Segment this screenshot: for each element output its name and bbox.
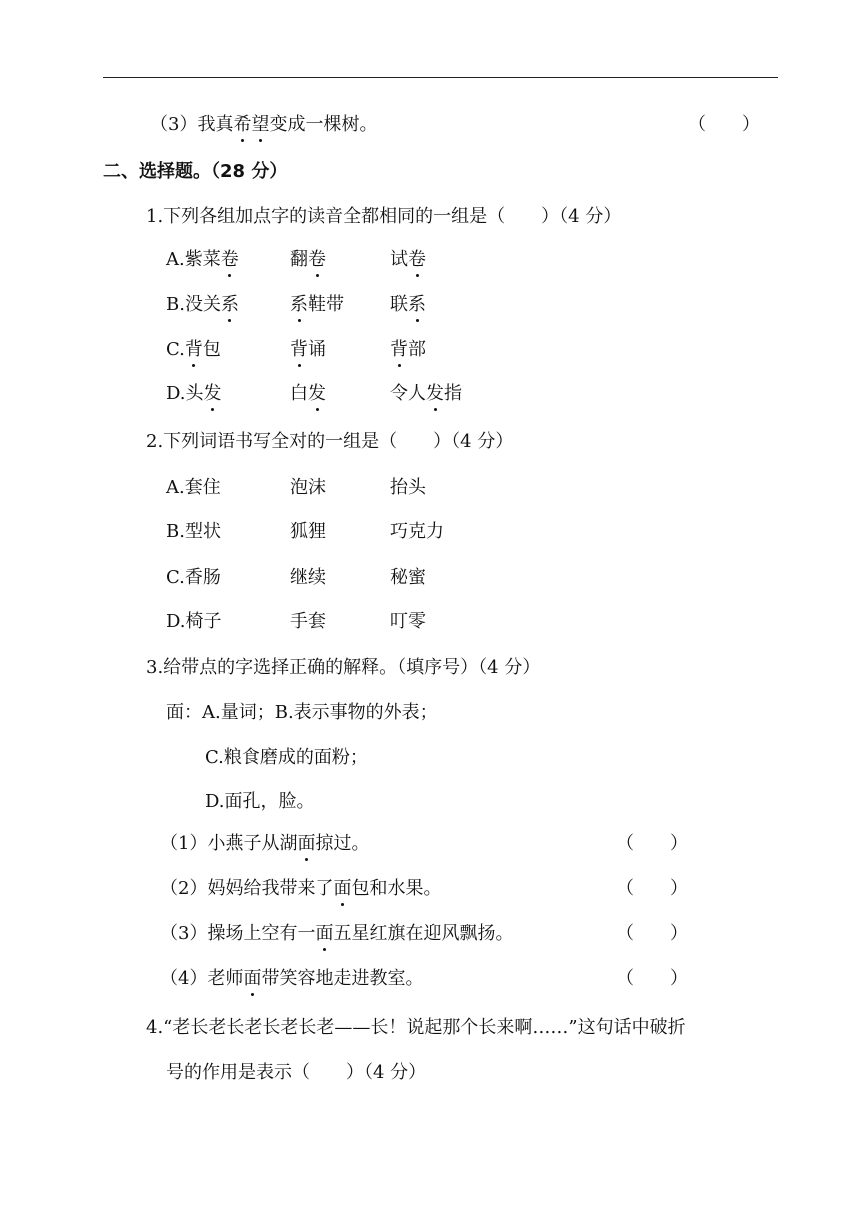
option-b-word2: 狐狸 xyxy=(290,521,326,542)
intro-item-text xyxy=(150,113,377,137)
option-c-word3: 秘蜜 xyxy=(390,567,426,588)
dotted-char: 卷 xyxy=(220,249,239,270)
option-d-word3: 令人发指 xyxy=(390,383,462,404)
option-b-word3: 巧克力 xyxy=(390,521,444,542)
option-c-word2: 继续 xyxy=(290,567,326,588)
dotted-char: 系 xyxy=(220,294,239,315)
option-b-word2: 系鞋带 xyxy=(290,294,344,315)
question-3-stem: 3.给带点的字选择正确的解释。（填序号）（4 分） xyxy=(146,657,541,678)
header-rule xyxy=(103,77,778,78)
option-c-word1: C.香肠 xyxy=(166,567,221,588)
question-4-line-1: 4.“老长老长老长老长老——长！说起那个长来啊……”这句话中破折 xyxy=(146,1017,686,1038)
definition-line-3: D.面孔，脸。 xyxy=(205,791,315,812)
answer-blank[interactable]: （ ） xyxy=(616,833,688,854)
dotted-char: 卷 xyxy=(308,249,326,270)
dotted-char: 希 xyxy=(233,114,252,135)
dotted-char: 面 xyxy=(333,878,352,899)
sub-item-2: （2）妈妈给我带来了面包和水果。 xyxy=(160,878,442,899)
section-title: 二、选择题。（28 分） xyxy=(103,161,288,182)
dotted-char: 背 xyxy=(390,339,408,360)
dotted-char: 发 xyxy=(203,383,222,404)
option-c-word2: 背诵 xyxy=(290,339,326,360)
answer-blank[interactable]: （ ） xyxy=(616,878,688,899)
intro-item-pre: （3）我真 xyxy=(150,114,234,135)
option-d-word2: 手套 xyxy=(290,611,326,632)
question-2-stem: 2.下列词语书写全对的一组是（ ）（4 分） xyxy=(146,431,514,452)
sub-item-3: （3）操场上空有一面五星红旗在迎风飘扬。 xyxy=(160,923,514,944)
question-1-stem: 1.下列各组加点字的读音全都相同的一组是（ ）（4 分） xyxy=(146,206,622,227)
option-d-word1: D.头发 xyxy=(166,383,222,404)
option-a-word2: 泡沫 xyxy=(290,477,326,498)
dotted-char: 发 xyxy=(426,383,444,404)
option-a-word2: 翻卷 xyxy=(290,249,326,270)
option-d-word1: D.椅子 xyxy=(166,611,222,632)
option-a-word1: A.紫菜卷 xyxy=(166,249,239,270)
option-d-word3: 叮零 xyxy=(390,611,426,632)
dotted-char: 背 xyxy=(184,339,203,360)
definition-line-1: 面：A.量词；B.表示事物的外表； xyxy=(166,702,438,723)
sub-item-4: （4）老师面带笑容地走进教室。 xyxy=(160,968,424,989)
dotted-char: 系 xyxy=(290,294,308,315)
option-b-word3: 联系 xyxy=(390,294,426,315)
dotted-char: 系 xyxy=(408,294,426,315)
answer-blank[interactable]: （ ） xyxy=(616,923,688,944)
option-b-word1: B.没关系 xyxy=(166,294,239,315)
answer-blank[interactable]: （ ） xyxy=(616,968,688,989)
intro-item-post: 变成一棵树。 xyxy=(269,114,378,135)
definition-line-2: C.粮食磨成的面粉； xyxy=(205,747,368,768)
option-b-word1: B.型状 xyxy=(166,521,221,542)
option-a-word1: A.套住 xyxy=(166,477,221,498)
dotted-char: 面 xyxy=(297,833,316,854)
dotted-char: 面 xyxy=(315,923,334,944)
sub-item-1: （1）小燕子从湖面掠过。 xyxy=(160,833,370,854)
option-a-word3: 抬头 xyxy=(390,477,426,498)
option-d-word2: 白发 xyxy=(290,383,326,404)
dotted-char: 背 xyxy=(290,339,308,360)
option-c-word1: C.背包 xyxy=(166,339,221,360)
option-a-word3: 试卷 xyxy=(390,249,426,270)
dotted-char: 卷 xyxy=(408,249,426,270)
question-4-line-2: 号的作用是表示（ ）（4 分） xyxy=(166,1062,427,1083)
answer-blank[interactable]: （ ） xyxy=(688,114,760,135)
option-c-word3: 背部 xyxy=(390,339,426,360)
dotted-char: 面 xyxy=(243,968,262,989)
dotted-char: 发 xyxy=(308,383,326,404)
dotted-char: 望 xyxy=(251,114,270,135)
